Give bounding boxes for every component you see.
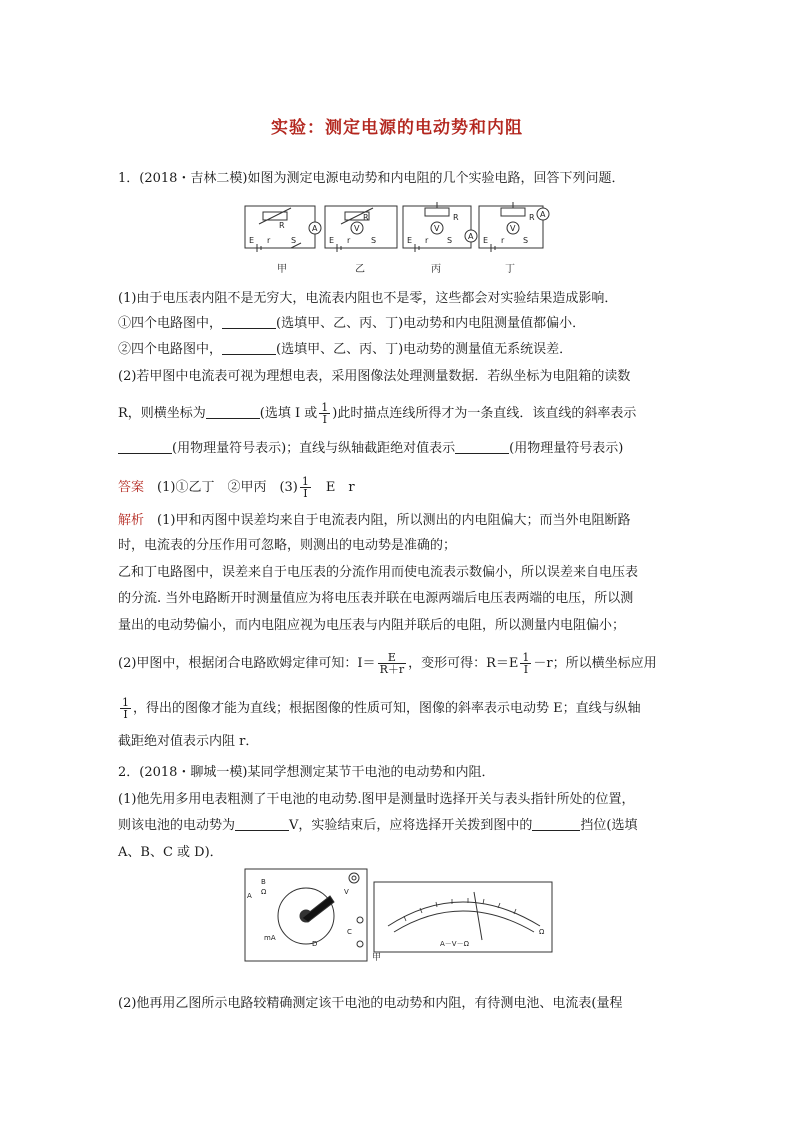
- q1-part2: (2)若甲图中电流表可视为理想电表，采用图像法处理测量数据．若纵坐标为电阻箱的读数: [118, 369, 631, 384]
- svg-text:S: S: [447, 236, 453, 245]
- page-title: 实验：测定电源的电动势和内阻: [271, 118, 523, 138]
- q2-part1: (1)他先用多用电表粗测了干电池的电动势.图甲是测量时选择开关与表头指针所处的位置，: [118, 792, 635, 807]
- svg-text:E: E: [407, 236, 413, 245]
- svg-text:甲: 甲: [372, 953, 382, 962]
- svg-text:Ω: Ω: [261, 888, 267, 896]
- answer-blank[interactable]: [206, 406, 260, 419]
- svg-text:R: R: [279, 221, 285, 230]
- q1-analysis-line8: 截距绝对值表示内阻 r．: [118, 734, 259, 749]
- answer-blank[interactable]: [222, 342, 276, 355]
- svg-text:Ω: Ω: [539, 928, 545, 936]
- answer-blank[interactable]: [222, 316, 276, 329]
- analysis-label: 解析: [118, 513, 145, 528]
- q1-answer: 答案 (1)①乙丁 ②甲丙 (3) $\frac{1}{I}$ E r: [118, 475, 355, 500]
- circuit-yi: [325, 206, 397, 252]
- circuit-bing: [403, 202, 477, 252]
- svg-text:A－V－Ω: A－V－Ω: [440, 940, 469, 948]
- svg-text:丙: 丙: [431, 264, 441, 275]
- svg-text:丁: 丁: [505, 264, 515, 275]
- q2-part1-line3: A、B、C 或 D)．: [118, 845, 223, 860]
- svg-text:r: r: [347, 236, 351, 245]
- q1-analysis-line6: (2)甲图中，根据闭合电路欧姆定律可知：I＝ $\frac{E}{R+r}$ ，变形可得：R＝E $\frac{1}{I}$ －r；所以横坐标应用: [118, 651, 657, 676]
- answer-blank[interactable]: [235, 818, 289, 831]
- selector-knob: [302, 896, 334, 922]
- svg-text:V: V: [344, 888, 349, 896]
- svg-text:甲: 甲: [277, 264, 287, 275]
- svg-text:D: D: [312, 940, 318, 948]
- q1-analysis-line3: 乙和丁电路图中，误差来自于电压表的分流作用而使电流表示数偏小，所以误差来自电压表: [118, 565, 639, 580]
- svg-text:R: R: [363, 213, 369, 222]
- q1-sub2: ②四个电路图中， (选填甲、乙、丙、丁)电动势的测量值无系统误差．: [118, 342, 573, 357]
- q1-part1: (1)由于电压表内阻不是无穷大，电流表内阻也不是零，这些都会对实验结果造成影响．: [118, 291, 618, 306]
- answer-blank[interactable]: [532, 818, 580, 831]
- answer-blank[interactable]: [118, 441, 172, 454]
- answer-blank[interactable]: [455, 441, 509, 454]
- q1-analysis-line2: 时，电流表的分压作用可忽略，则测出的电动势是准确的；: [118, 538, 457, 553]
- svg-text:S: S: [291, 236, 297, 245]
- svg-text:E: E: [249, 236, 255, 245]
- svg-text:r: r: [501, 236, 505, 245]
- meter-pointer: [474, 892, 482, 940]
- svg-text:S: S: [523, 236, 529, 245]
- multimeter-figure: [244, 868, 554, 962]
- svg-text:E: E: [329, 236, 335, 245]
- q2-stem: 2．(2018・聊城一模)某同学想测定某节干电池的电动势和内阻．: [118, 765, 495, 780]
- q1-part2-line2: R，则横坐标为 (选填 I 或 $\frac{1}{I}$ )此时描点连线所得才为一条直线．该直线的斜率表示: [118, 401, 637, 426]
- fraction-E-over-R-plus-r: $\frac{E}{R+r}$: [379, 651, 405, 676]
- svg-text:mA: mA: [264, 934, 276, 942]
- fraction-one-over-I: $\frac{1}{I}$: [301, 475, 309, 500]
- svg-text:A: A: [540, 210, 546, 219]
- answer-label: 答案: [118, 480, 145, 495]
- svg-text:乙: 乙: [355, 264, 365, 275]
- svg-text:A: A: [247, 892, 252, 900]
- svg-text:A: A: [312, 224, 318, 233]
- q1-stem: 1．(2018・吉林二模)如图为测定电源电动势和内电阻的几个实验电路，回答下列问题．: [118, 171, 625, 186]
- svg-text:S: S: [371, 236, 377, 245]
- q2-part1-line2: 则该电池的电动势为 V，实验结束后，应将选择开关拨到图中的 挡位(选填: [118, 818, 638, 833]
- q1-analysis-line5: 量出的电动势偏小，而内电阻应视为电压表与内阻并联后的电阻，所以测量内电阻偏小；: [118, 618, 626, 633]
- q1-analysis-line4: 的分流. 当外电路断开时测量值应为将电压表并联在电源两端后电压表两端的电压，所以测: [118, 591, 634, 606]
- svg-text:V: V: [434, 224, 440, 233]
- svg-text:V: V: [354, 224, 360, 233]
- svg-text:C: C: [347, 928, 352, 936]
- svg-text:V: V: [510, 224, 516, 233]
- svg-text:R: R: [453, 213, 459, 222]
- svg-text:E: E: [483, 236, 489, 245]
- svg-text:B: B: [261, 878, 266, 886]
- svg-text:R: R: [529, 213, 535, 222]
- q2-part2: (2)他再用乙图所示电路较精确测定该干电池的电动势和内阻，有待测电池、电流表(量程: [118, 996, 623, 1011]
- circuit-diagrams: [241, 200, 551, 280]
- q1-analysis-line7: $\frac{1}{I}$ ，得出的图像才能为直线；根据图像的性质可知，图像的斜率表示电动势 E；直线与纵轴: [122, 696, 641, 721]
- q1-part2-line3: (用物理量符号表示)；直线与纵轴截距绝对值表示 (用物理量符号表示): [118, 440, 678, 458]
- fraction-one-over-I: $\frac{1}{I}$: [522, 651, 530, 676]
- q1-sub1: ①四个电路图中， (选填甲、乙、丙、丁)电动势和内电阻测量值都偏小．: [118, 316, 586, 331]
- svg-text:A: A: [468, 232, 474, 241]
- q1-analysis-line1: 解析 (1)甲和丙图中误差均来自于电流表内阻，所以测出的内电阻偏大；而当外电阻断路: [118, 513, 631, 528]
- fraction-one-over-I: $\frac{1}{I}$: [122, 696, 129, 721]
- svg-text:r: r: [267, 236, 271, 245]
- fraction-one-over-I: $\frac{1}{I}$: [321, 401, 329, 426]
- svg-text:r: r: [425, 236, 429, 245]
